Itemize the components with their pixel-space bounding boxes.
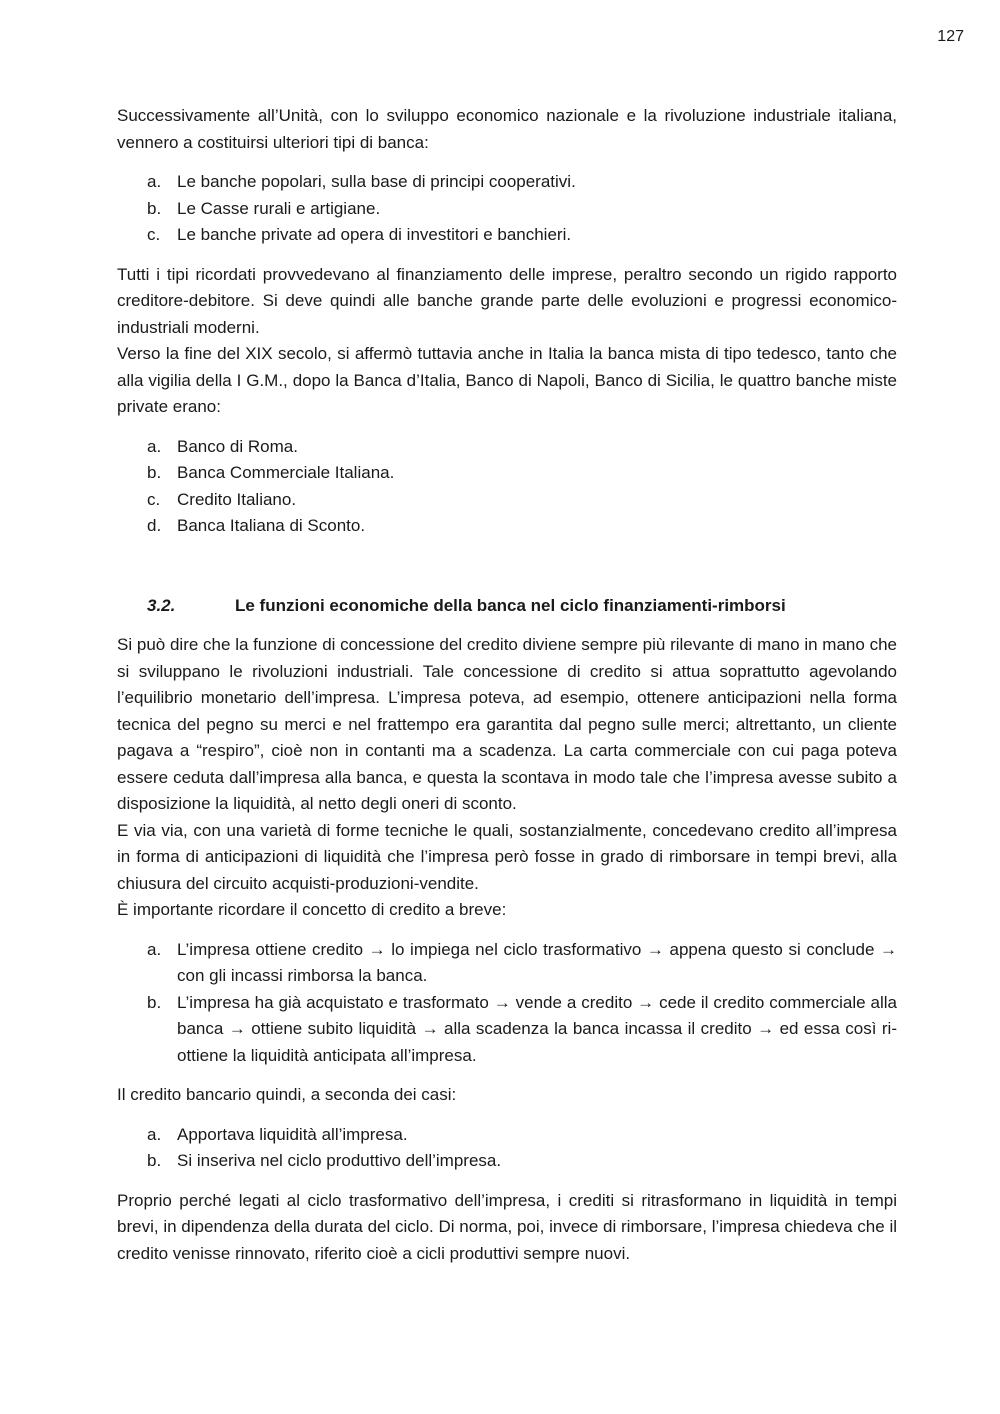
- list-marker: b.: [147, 1151, 162, 1170]
- paragraph-bank-credit: Il credito bancario quindi, a seconda dei casi:: [117, 1085, 457, 1104]
- list-marker: b.: [147, 463, 162, 482]
- list-item-text: Le banche popolari, sulla base di principi cooperativi.: [177, 172, 576, 191]
- list-item-text: Apportava liquidità all’impresa.: [177, 1124, 408, 1144]
- list-item: [117, 1148, 897, 1175]
- list-marker: a.: [147, 939, 162, 959]
- page-number: 127: [937, 28, 964, 45]
- list-short-term-credit: [117, 937, 897, 1070]
- list-marker: c.: [147, 489, 161, 509]
- paragraph-technical-forms: E via via, con una varietà di forme tecniche le quali, sostanzialmente, concedevano credito all’impresa in forma di anticipazioni di liquidità che l’impresa però fosse in grado di rimborsare in tempi brevi, alla chiusura del circuito acquisti-produzioni-vendite.: [117, 820, 897, 893]
- page-content: [117, 103, 897, 1267]
- list-marker: b.: [147, 992, 162, 1012]
- list-marker: c.: [147, 225, 161, 244]
- list-item-text: Banca Commerciale Italiana.: [177, 463, 395, 482]
- list-credit-cases: [117, 1122, 897, 1175]
- list-marker: d.: [147, 516, 162, 535]
- section-title: Le funzioni economiche della banca nel ciclo finanziamenti-rimborsi: [235, 595, 786, 615]
- list-item: [117, 434, 897, 461]
- list-item-text: Banco di Roma.: [177, 436, 298, 456]
- list-item: [117, 990, 897, 1070]
- list-item: [117, 937, 897, 990]
- paragraph-conclusion: Proprio perché legati al ciclo trasformativo dell’impresa, i crediti si ritrasformano in liquidità in tempi brevi, in dipendenza della durata del ciclo. Di norma, poi, invece di rimborsare, l’impresa chiedeva che il credito venisse rinnovato, riferito cioè a cicli produttivi sempre nuovi.: [117, 1190, 897, 1263]
- list-item-text: L’impresa ha già acquistato e trasformato → vende a credito → cede il credito commerciale alla banca → ottiene subito liquidità → alla scadenza la banca incassa il credito → ed essa così ri-ottiene la liquidità anticipata all’impresa.: [177, 992, 897, 1065]
- list-marker: a.: [147, 436, 162, 456]
- list-item: [117, 222, 897, 249]
- list-item-text: Le banche private ad opera di investitori e banchieri.: [177, 225, 572, 244]
- list-mixed-banks: [117, 434, 897, 540]
- list-bank-types: [117, 169, 897, 249]
- list-item-text: L’impresa ottiene credito → lo impiega nel ciclo trasformativo → appena questo si conclude → con gli incassi rimborsa la banca.: [177, 939, 897, 985]
- list-item: [117, 169, 897, 196]
- list-marker: a.: [147, 1124, 162, 1144]
- paragraph-intro: Successivamente all’Unità, con lo sviluppo economico nazionale e la rivoluzione industriale italiana, vennero a costituirsi ulteriori tipi di banca:: [117, 106, 897, 152]
- list-item: [117, 460, 897, 487]
- list-item-text: Si inseriva nel ciclo produttivo dell’impresa.: [177, 1151, 502, 1170]
- paragraph-short-term-intro: È importante ricordare il concetto di credito a breve:: [117, 900, 507, 919]
- list-item: [117, 1122, 897, 1149]
- paragraph-credit-function: Si può dire che la funzione di concessione del credito diviene sempre più rilevante di mano in mano che si sviluppano le rivoluzioni industriali. Tale concessione di credito si attua soprattutto agevolando l’equilibrio monetario dell’impresa. L’impresa poteva, ad esempio, ottenere anticipazioni nella forma tecnica del pegno su merci e nel frattempo era garantita dal pegno sulle merci; altrettanto, un cliente pagava a “respiro”, cioè non in contanti ma a scadenza. La carta commerciale con cui paga poteva essere ceduta dall’impresa alla banca, e questa la scontava in modo tale che l’impresa avesse subito a disposizione la liquidità, al netto degli oneri di sconto.: [117, 635, 897, 813]
- paragraph-mixed-bank: Verso la fine del XIX secolo, si affermò tuttavia anche in Italia la banca mista di tipo tedesco, tanto che alla vigilia della I G.M., dopo la Banca d’Italia, Banco di Napoli, Banco di Sicilia, le quattro banche miste private erano:: [117, 344, 897, 416]
- list-marker: b.: [147, 198, 162, 218]
- list-marker: a.: [147, 172, 162, 191]
- list-item-text: Credito Italiano.: [177, 489, 297, 509]
- list-item: [117, 487, 897, 514]
- list-item-text: Banca Italiana di Sconto.: [177, 516, 366, 535]
- section-number: 3.2.: [147, 595, 176, 615]
- section-heading: [117, 593, 897, 620]
- paragraph-financing: Tutti i tipi ricordati provvedevano al finanziamento delle imprese, peraltro secondo un rigido rapporto creditore-debitore. Si deve quindi alle banche grande parte delle evoluzioni e progressi economico-industriali moderni.: [117, 264, 897, 337]
- list-item: [117, 513, 897, 540]
- list-item: [117, 196, 897, 223]
- list-item-text: Le Casse rurali e artigiane.: [177, 198, 381, 218]
